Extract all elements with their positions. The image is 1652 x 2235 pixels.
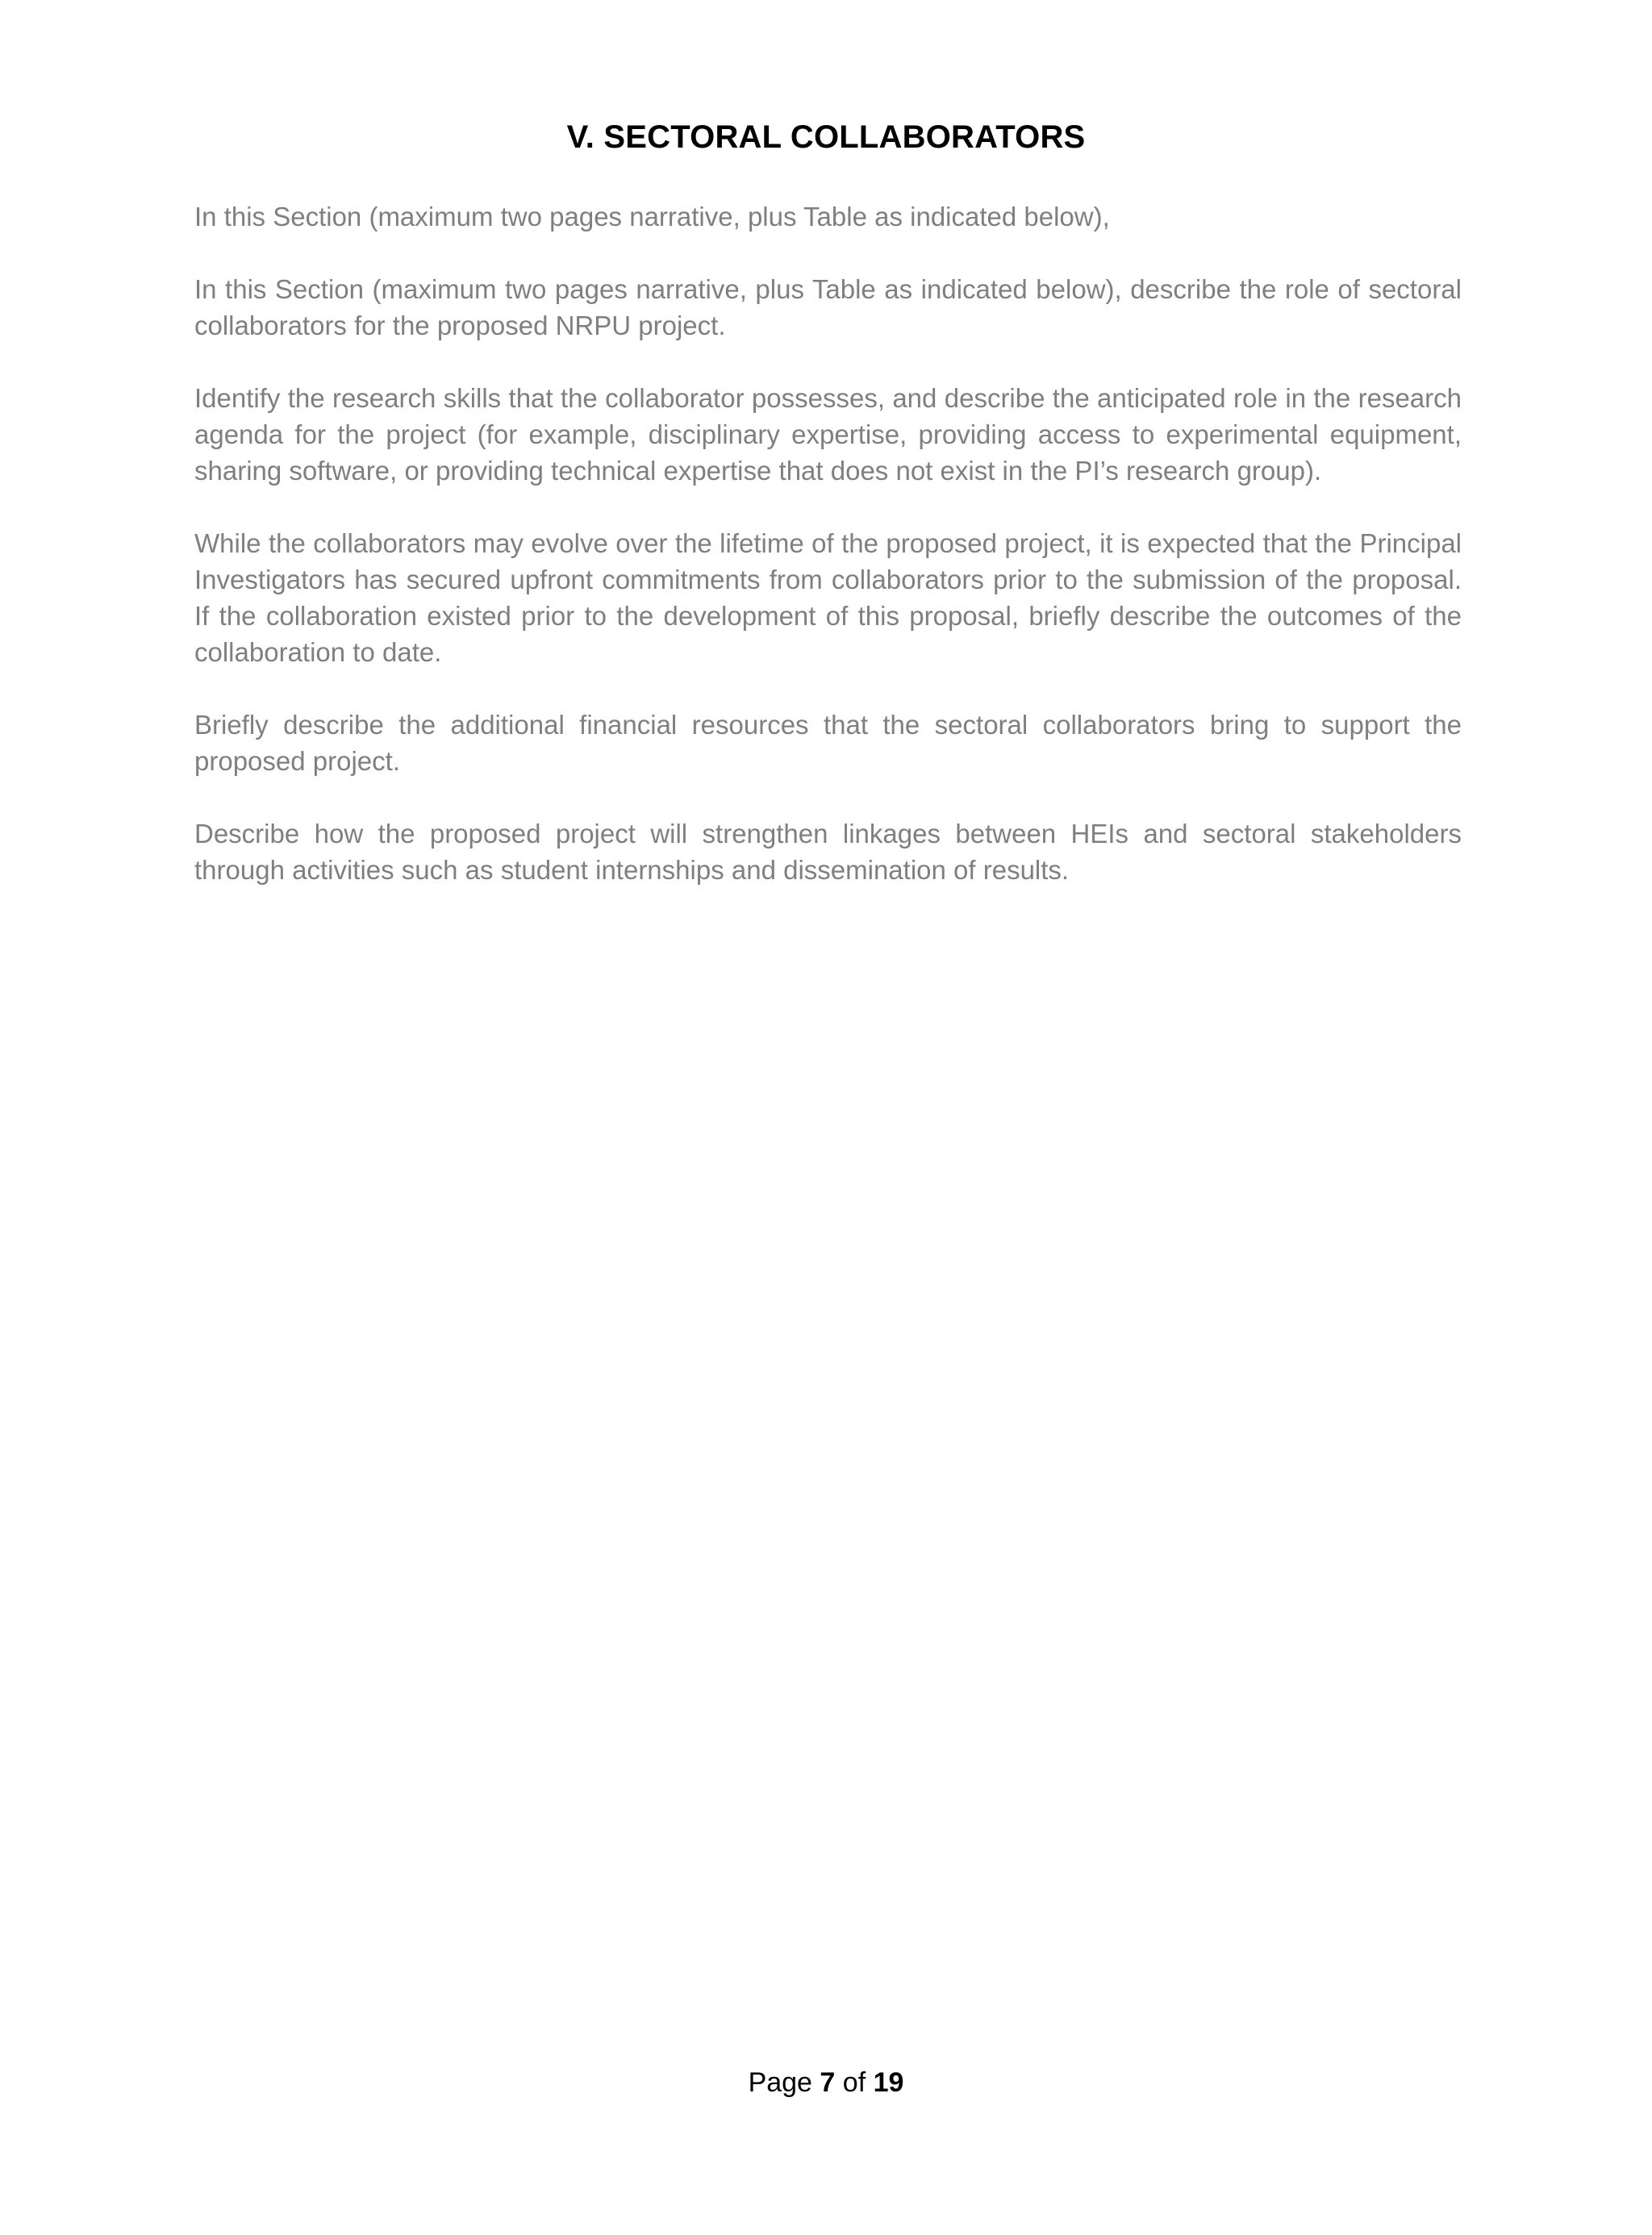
page-number-footer (0, 2067, 1652, 2099)
current-page-number: 7 (820, 2067, 836, 2098)
paragraph-role: In this Section (maximum two pages narrative, plus Table as indicated below), describe the role of sectoral collaborators for the proposed NRPU project. (194, 274, 1462, 340)
paragraph-financial: Briefly describe the additional financial resources that the sectoral collaborators bring to support the proposed project. (194, 710, 1462, 776)
section-body (194, 198, 1462, 924)
of-label: of (842, 2067, 866, 2098)
paragraph-linkages: Describe how the proposed project will strengthen linkages between HEIs and sectoral stakeholders through activities such as student internships and dissemination of results. (194, 819, 1462, 885)
paragraph-intro: In this Section (maximum two pages narrative, plus Table as indicated below), (194, 202, 1110, 231)
total-pages-number: 19 (873, 2067, 904, 2098)
section-title: V. SECTORAL COLLABORATORS (566, 119, 1086, 155)
paragraph-skills: Identify the research skills that the collaborator possesses, and describe the anticipated role in the research agenda for the project (for example, disciplinary expertise, providing access to experimental equipment, sharing software, or providing technical expertise that does not exist in the PI’s research group). (194, 383, 1462, 486)
page-prefix: Page (748, 2067, 812, 2098)
paragraph-commitments: While the collaborators may evolve over the lifetime of the proposed project, it is expected that the Principal Investigators has secured upfront commitments from collaborators prior to the submission of the proposal. If the collaboration existed prior to the development of this proposal, briefly describe the outcomes of the collaboration to date. (194, 528, 1462, 667)
